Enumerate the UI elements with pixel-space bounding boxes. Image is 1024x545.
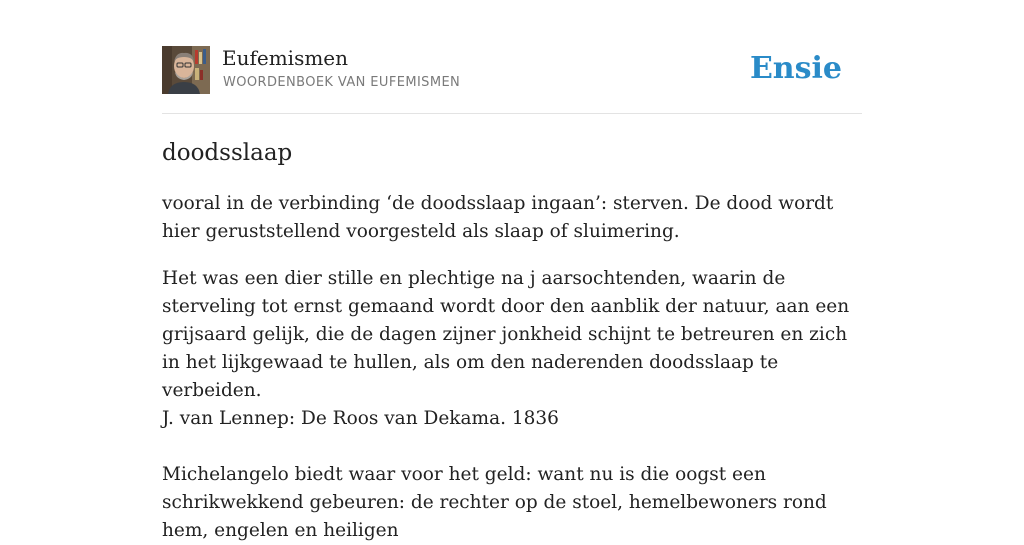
entry-definition: vooral in de verbinding ‘de doodsslaap ingaan’: sterven. De dood wordt hier geruststellend voorgesteld als slaap of sluimering.: [162, 193, 834, 242]
page-header: [162, 0, 862, 114]
entry-quote-2: Michelangelo biedt waar voor het geld: want nu is die oogst een schrikwekkend gebeuren: de rechter op de stoel, hemelbewoners rond hem, engelen en heiligen: [162, 464, 827, 541]
author-avatar[interactable]: [162, 46, 210, 94]
entry-quote: Het was een dier stille en plechtige na j aarsochtenden, waarin de sterveling tot ernst gemaand wordt door den aanblik der natuur, aan een grijsaard gelijk, die de dagen zijner jonkheid schijnt te betreuren en zich in het lijkgewaad te hullen, als om den naderenden doodsslaap te verbeiden.: [162, 268, 850, 401]
entry-title: doodsslaap: [162, 140, 293, 166]
author-name[interactable]: Eufemismen: [222, 46, 349, 70]
quote-source: J. van Lennep: De Roos van Dekama. 1836: [162, 408, 559, 429]
content-container: [162, 0, 862, 541]
ensie-logo[interactable]: Ensie: [749, 51, 842, 86]
author-subtitle[interactable]: WOORDENBOEK VAN EUFEMISMEN: [223, 75, 461, 90]
